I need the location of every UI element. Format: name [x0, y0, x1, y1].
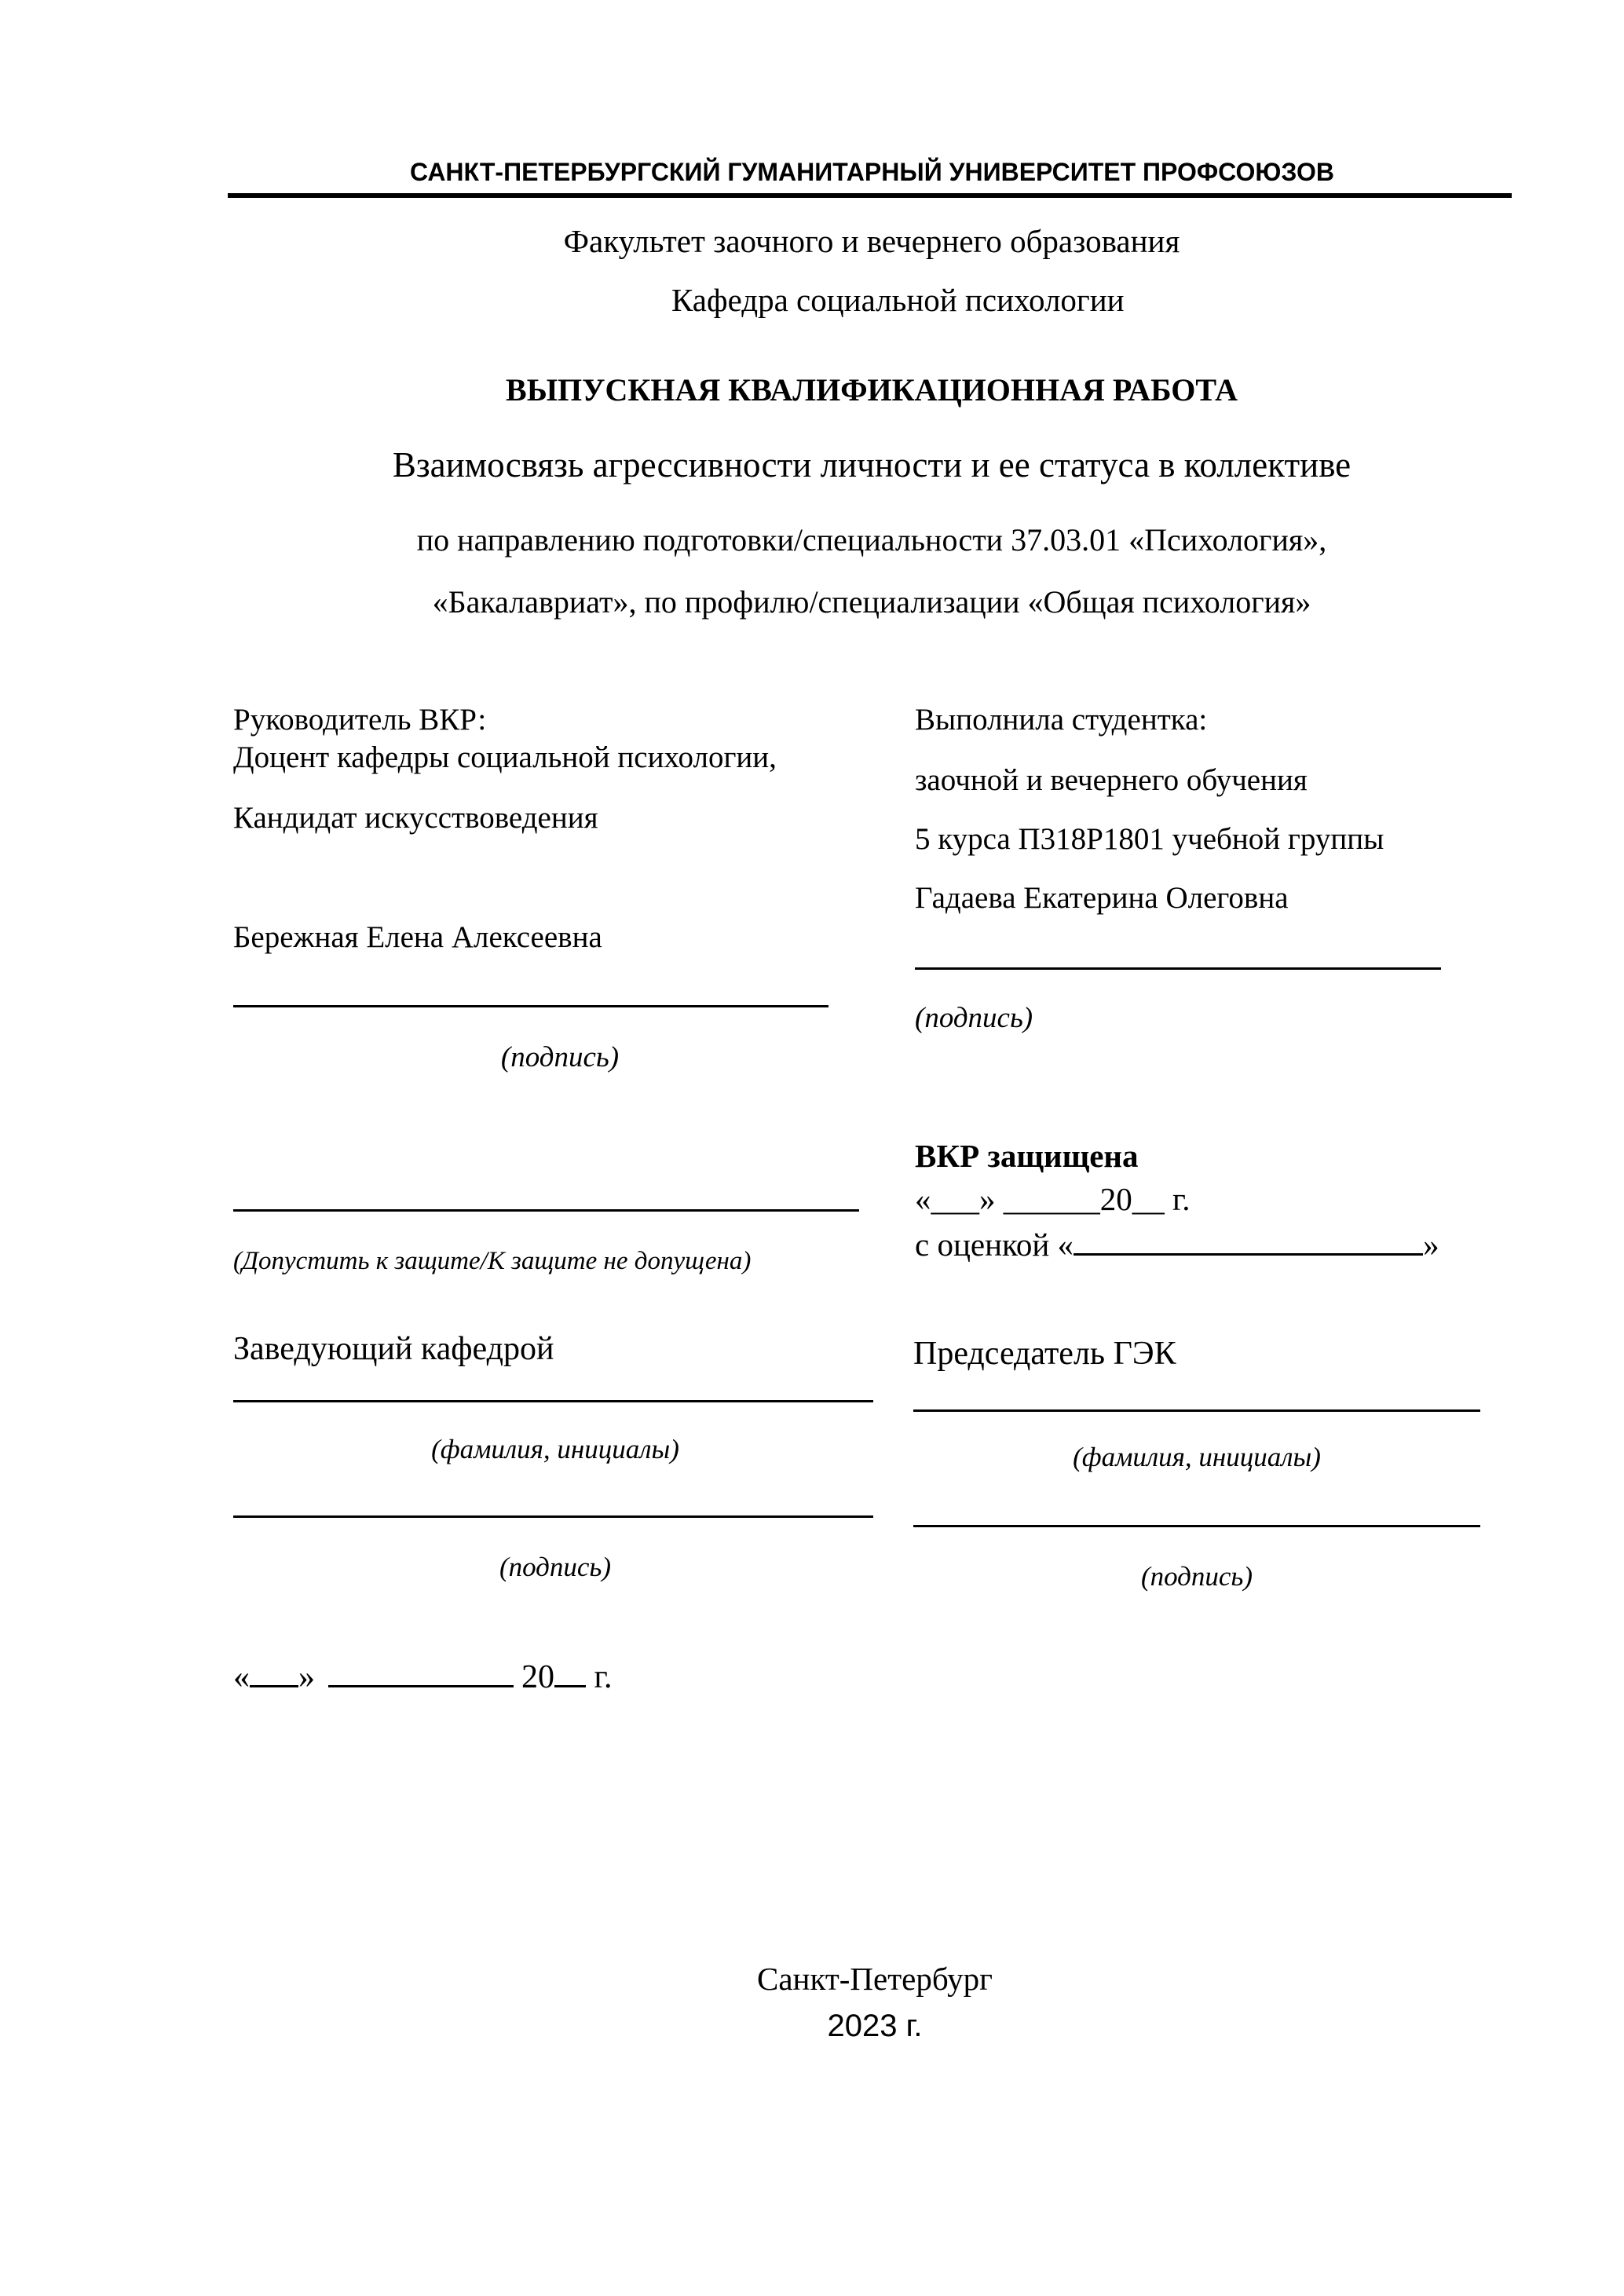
- thesis-theme: Взаимосвязь агрессивности личности и ее статуса в коллективе: [392, 445, 1352, 484]
- grade-prefix: с оценкой «: [915, 1227, 1074, 1263]
- year-field[interactable]: [554, 1658, 586, 1687]
- university-name: САНКТ-ПЕТЕРБУРГСКИЙ ГУМАНИТАРНЫЙ УНИВЕРСИТЕТ ПРОФСОЮЗОВ: [410, 158, 1334, 186]
- direction-line-2: «Бакалавриат», по профилю/специализации «Общая психология»: [432, 584, 1311, 620]
- student-signature-caption: (подпись): [915, 1002, 1033, 1034]
- direction-line-1: по направлению подготовки/специальности 37.03.01 «Психология»,: [416, 522, 1327, 558]
- student-label: Выполнила студентка:: [915, 703, 1208, 737]
- head-of-department-signature-field[interactable]: [233, 1515, 873, 1518]
- gek-chair-name-caption: (фамилия, инициалы): [1073, 1442, 1321, 1472]
- admission-caption: (Допустить к защите/К защите не допущена): [233, 1247, 752, 1275]
- gek-chair-label: Председатель ГЭК: [913, 1336, 1176, 1372]
- gek-chair-signature-caption: (подпись): [1140, 1561, 1253, 1592]
- head-of-department-label: Заведующий кафедрой: [233, 1331, 554, 1367]
- gek-chair-name-field[interactable]: [913, 1409, 1480, 1412]
- year-prefix: 20: [521, 1659, 554, 1695]
- defense-date-line[interactable]: «___» ______20__ г.: [915, 1181, 1191, 1217]
- day-field[interactable]: [250, 1658, 298, 1687]
- defense-grade-line: [915, 1227, 1439, 1261]
- supervisor-degree: Кандидат искусствоведения: [233, 801, 598, 835]
- gek-chair-signature-field[interactable]: [913, 1525, 1480, 1527]
- date-line: [233, 1658, 613, 1694]
- work-type-heading: ВЫПУСКНАЯ КВАЛИФИКАЦИОННАЯ РАБОТА: [506, 372, 1238, 408]
- city: Санкт-Петербург: [757, 1961, 993, 1997]
- head-of-department-name-caption: (фамилия, инициалы): [431, 1434, 679, 1464]
- date-close-quote: »: [298, 1659, 315, 1695]
- student-name: Гадаева Екатерина Олеговна: [915, 881, 1289, 915]
- year-suffix: г.: [594, 1659, 613, 1695]
- defense-heading: ВКР защищена: [915, 1138, 1139, 1174]
- head-of-department-signature-caption: (подпись): [499, 1552, 612, 1582]
- head-of-department-name-field[interactable]: [233, 1400, 873, 1402]
- faculty-name: Факультет заочного и вечернего образования: [563, 223, 1180, 259]
- date-open-quote: «: [233, 1659, 250, 1695]
- admission-decision-field[interactable]: [233, 1209, 859, 1212]
- grade-field[interactable]: [1074, 1227, 1423, 1256]
- month-field[interactable]: [328, 1658, 514, 1687]
- department-name: Кафедра социальной психологии: [671, 282, 1125, 318]
- grade-suffix: »: [1423, 1227, 1439, 1263]
- header-divider: [228, 193, 1512, 198]
- supervisor-label: Руководитель ВКР:: [233, 703, 487, 737]
- year: 2023 г.: [827, 2009, 923, 2043]
- supervisor-position: Доцент кафедры социальной психологии,: [233, 740, 777, 774]
- student-signature-field[interactable]: [915, 967, 1441, 970]
- student-study-form: заочной и вечернего обучения: [915, 763, 1308, 797]
- supervisor-signature-field[interactable]: [233, 1005, 828, 1007]
- supervisor-signature-caption: (подпись): [500, 1041, 620, 1073]
- student-group: 5 курса П318Р1801 учебной группы: [915, 822, 1384, 856]
- supervisor-name: Бережная Елена Алексеевна: [233, 920, 602, 954]
